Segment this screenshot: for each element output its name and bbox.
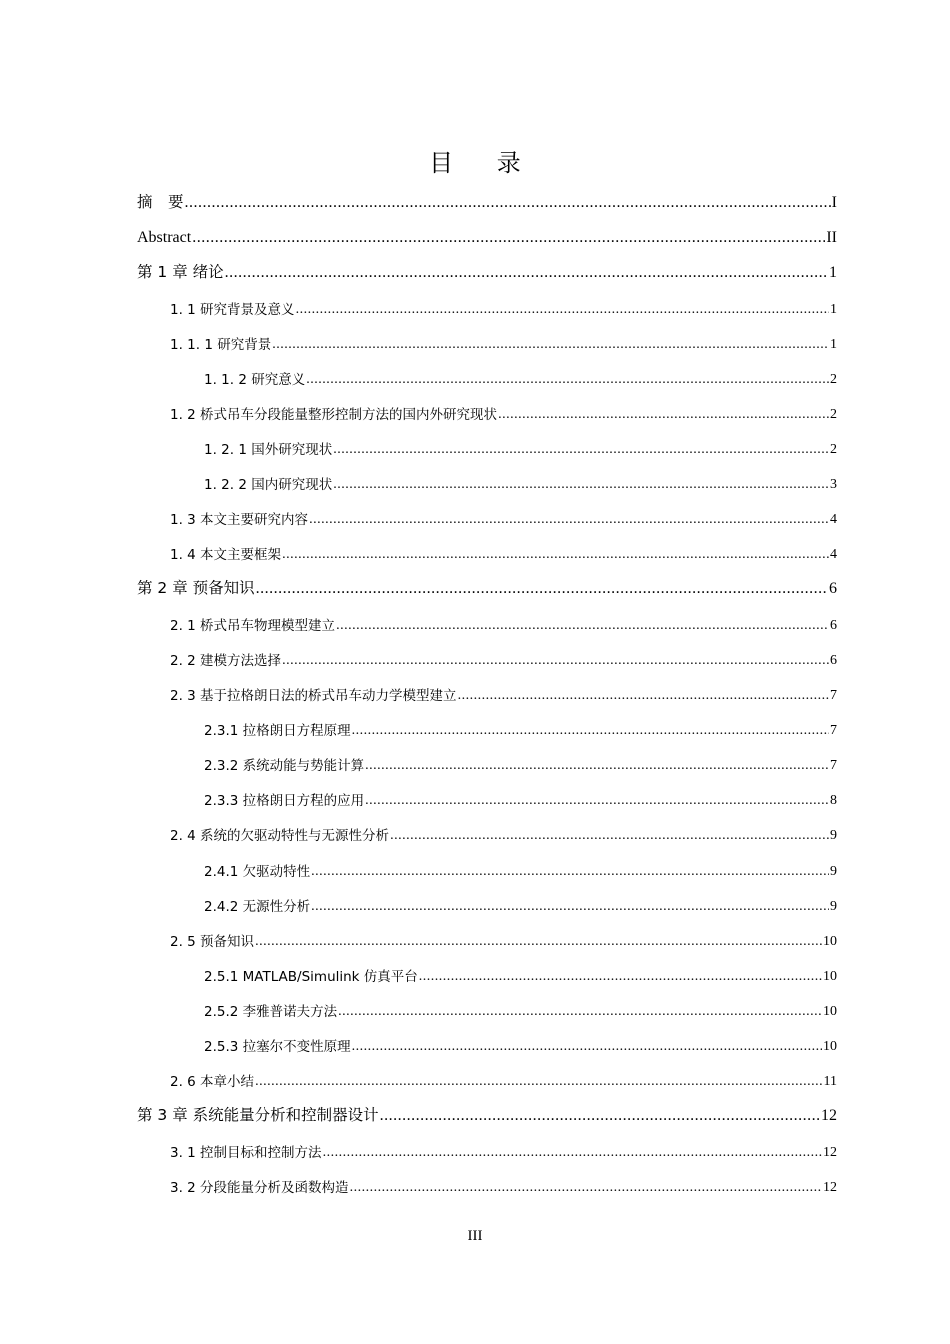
toc-entry[interactable] xyxy=(137,750,837,774)
toc-entry-title: 2. 1 桥式吊车物理模型建立 xyxy=(170,618,336,634)
toc-entry[interactable] xyxy=(137,1066,837,1090)
toc-entry-page-number: 9 xyxy=(830,899,837,914)
toc-entry-page-number: 12 xyxy=(821,1107,837,1124)
toc-leader-dots xyxy=(282,547,829,563)
toc-entry-page-number: 10 xyxy=(823,1039,837,1054)
toc-entry-page-number: 1 xyxy=(829,264,837,281)
toc-leader-dots xyxy=(256,580,828,598)
toc-leader-dots xyxy=(255,1074,822,1090)
toc-leader-dots xyxy=(350,1180,822,1196)
toc-entry-title: 2. 5 预备知识 xyxy=(170,934,255,950)
toc-entry-title: Abstract xyxy=(137,229,192,246)
toc-entry-page-number: 11 xyxy=(823,1074,837,1089)
toc-leader-dots xyxy=(352,723,829,739)
toc-entry-title: 2.5.2 李雅普诺夫方法 xyxy=(204,1004,338,1020)
toc-entry-title: 2. 2 建模方法选择 xyxy=(170,653,282,669)
toc-entry[interactable] xyxy=(137,1137,837,1161)
toc-entry-title: 3. 2 分段能量分析及函数构造 xyxy=(170,1180,349,1196)
toc-entry-title: 第 1 章 绪论 xyxy=(137,263,224,281)
toc-entry-title: 1. 1. 2 研究意义 xyxy=(204,372,306,388)
toc-leader-dots xyxy=(338,1004,822,1020)
toc-entry[interactable] xyxy=(137,1101,837,1125)
toc-entry-title: 2.5.3 拉塞尔不变性原理 xyxy=(204,1039,351,1055)
toc-entry[interactable] xyxy=(137,223,837,247)
toc-entry[interactable] xyxy=(137,820,837,844)
toc-entry-title: 3. 1 控制目标和控制方法 xyxy=(170,1145,322,1161)
toc-leader-dots xyxy=(365,793,829,809)
toc-leader-dots xyxy=(225,264,828,282)
toc-entry-title: 2. 4 系统的欠驱动特性与无源性分析 xyxy=(170,828,390,844)
toc-leader-dots xyxy=(272,337,829,353)
toc-entry-page-number: 3 xyxy=(830,477,837,492)
toc-entry-title: 摘 要 xyxy=(137,193,184,211)
toc-entry-page-number: 7 xyxy=(830,758,837,773)
toc-entry[interactable] xyxy=(137,188,837,212)
toc-entry-page-number: 8 xyxy=(830,793,837,808)
toc-entry[interactable] xyxy=(137,961,837,985)
toc-entry-page-number: 9 xyxy=(830,828,837,843)
toc-entry-page-number: II xyxy=(826,229,837,246)
toc-entry[interactable] xyxy=(137,294,837,318)
toc-leader-dots xyxy=(282,653,829,669)
toc-entry-page-number: 2 xyxy=(830,372,837,387)
toc-entry-title: 2.3.2 系统动能与势能计算 xyxy=(204,758,365,774)
toc-leader-dots xyxy=(185,194,831,212)
toc-entry[interactable] xyxy=(137,610,837,634)
toc-leader-dots xyxy=(336,618,829,634)
toc-entry-page-number: 10 xyxy=(823,934,837,949)
toc-entry-page-number: 10 xyxy=(823,969,837,984)
toc-leader-dots xyxy=(306,372,829,388)
page-title: 目 录 xyxy=(429,149,539,177)
toc-entry-title: 1. 2 桥式吊车分段能量整形控制方法的国内外研究现状 xyxy=(170,407,498,423)
toc-leader-dots xyxy=(311,899,829,915)
toc-entry-title: 2.3.3 拉格朗日方程的应用 xyxy=(204,793,365,809)
toc-leader-dots xyxy=(323,1145,822,1161)
toc-leader-dots xyxy=(309,512,829,528)
toc-entry-page-number: 10 xyxy=(823,1004,837,1019)
toc-leader-dots xyxy=(333,442,829,458)
toc-entry-page-number: 9 xyxy=(830,864,837,879)
toc-leader-dots xyxy=(255,934,822,950)
toc-entry[interactable] xyxy=(137,504,837,528)
toc-entry[interactable] xyxy=(137,329,837,353)
toc-entry-page-number: 6 xyxy=(830,653,837,668)
toc-entry[interactable] xyxy=(137,1031,837,1055)
toc-leader-dots xyxy=(380,1107,820,1125)
toc-entry[interactable] xyxy=(137,996,837,1020)
toc-entry-title: 第 3 章 系统能量分析和控制器设计 xyxy=(137,1106,379,1124)
toc-entry[interactable] xyxy=(137,856,837,880)
toc-entry-page-number: 12 xyxy=(823,1180,837,1195)
toc-entry-page-number: 2 xyxy=(830,442,837,457)
toc-leader-dots xyxy=(498,407,829,423)
toc-entry-page-number: 7 xyxy=(830,723,837,738)
toc-entry[interactable] xyxy=(137,645,837,669)
toc-entry[interactable] xyxy=(137,926,837,950)
toc-entry-title: 2.3.1 拉格朗日方程原理 xyxy=(204,723,351,739)
toc-entry-page-number: 6 xyxy=(829,580,837,597)
toc-entry-title: 2.5.1 MATLAB/Simulink 仿真平台 xyxy=(204,969,418,985)
toc-entry[interactable] xyxy=(137,680,837,704)
toc-entry-title: 1. 3 本文主要研究内容 xyxy=(170,512,309,528)
toc-entry-title: 1. 2. 1 国外研究现状 xyxy=(204,442,333,458)
toc-entry[interactable] xyxy=(137,539,837,563)
toc-leader-dots xyxy=(365,758,829,774)
toc-leader-dots xyxy=(352,1039,822,1055)
toc-entry-page-number: 2 xyxy=(830,407,837,422)
toc-entry-page-number: 6 xyxy=(830,618,837,633)
toc-leader-dots xyxy=(192,229,825,247)
toc-leader-dots xyxy=(311,864,829,880)
toc-entry-title: 1. 4 本文主要框架 xyxy=(170,547,282,563)
toc-leader-dots xyxy=(458,688,829,704)
toc-leader-dots xyxy=(419,969,822,985)
toc-entry-title: 1. 2. 2 国内研究现状 xyxy=(204,477,333,493)
toc-entry[interactable] xyxy=(137,715,837,739)
toc-entry-title: 1. 1 研究背景及意义 xyxy=(170,302,295,318)
toc-entry-page-number: I xyxy=(831,194,837,211)
toc-entry-title: 第 2 章 预备知识 xyxy=(137,579,255,597)
toc-entry-title: 2. 6 本章小结 xyxy=(170,1074,255,1090)
toc-entry[interactable] xyxy=(137,434,837,458)
toc-entry-title: 2. 3 基于拉格朗日法的桥式吊车动力学模型建立 xyxy=(170,688,457,704)
toc-entry[interactable] xyxy=(137,469,837,493)
toc-entry[interactable] xyxy=(137,574,837,598)
toc-entry-title: 2.4.1 欠驱动特性 xyxy=(204,864,311,880)
toc-entry-page-number: 12 xyxy=(823,1145,837,1160)
toc-leader-dots xyxy=(296,302,829,318)
toc-leader-dots xyxy=(333,477,829,493)
toc-entry[interactable] xyxy=(137,891,837,915)
toc-entry-title: 2.4.2 无源性分析 xyxy=(204,899,311,915)
toc-entry[interactable] xyxy=(137,785,837,809)
toc-entry[interactable] xyxy=(137,364,837,388)
toc-entry-page-number: 1 xyxy=(830,337,837,352)
toc-entry[interactable] xyxy=(137,1172,837,1196)
toc-leader-dots xyxy=(390,828,829,844)
toc-entry[interactable] xyxy=(137,258,837,282)
page-number: III xyxy=(467,1228,483,1244)
toc-entry-page-number: 1 xyxy=(830,302,837,317)
toc-entry-title: 1. 1. 1 研究背景 xyxy=(170,337,272,353)
toc-entry-page-number: 7 xyxy=(830,688,837,703)
toc-entry-page-number: 4 xyxy=(830,547,837,562)
toc-entry[interactable] xyxy=(137,399,837,423)
toc-entry-page-number: 4 xyxy=(830,512,837,527)
